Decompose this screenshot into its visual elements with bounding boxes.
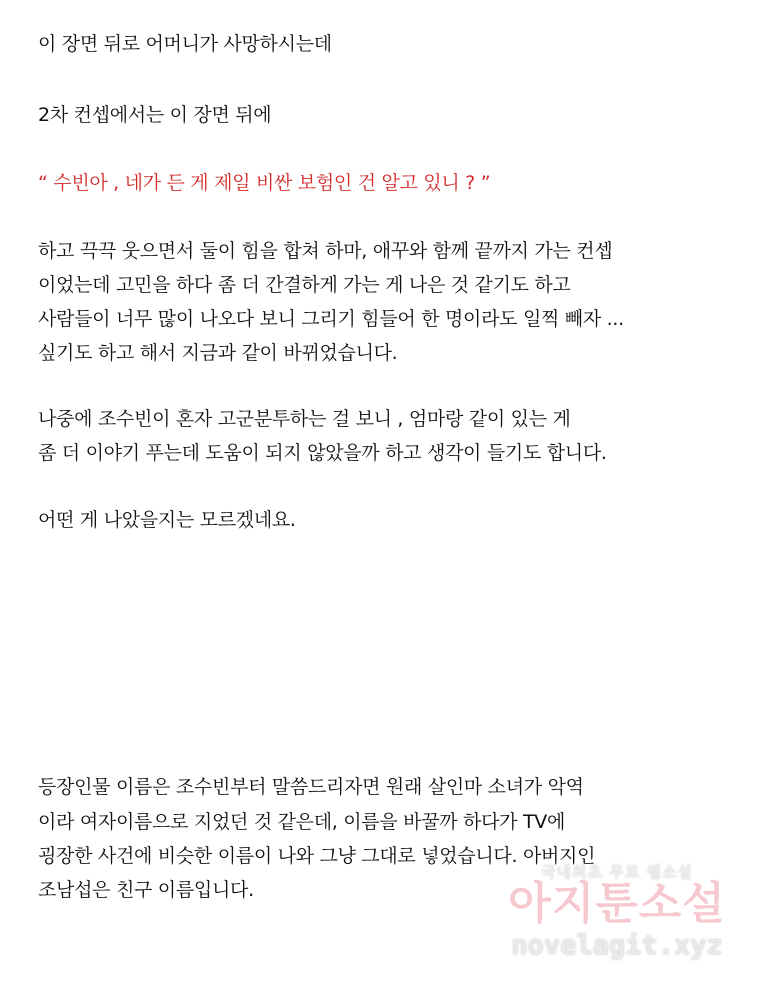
paragraph-3-line-1: 하고 끅끅 웃으면서 둘이 힘을 합쳐 하마, 애꾸와 함께 끝까지 가는 컨셉 <box>38 240 613 262</box>
paragraph-4-line-2: 좀 더 이야기 푸는데 도움이 되지 않았을까 하고 생각이 들기도 합니다. <box>38 442 607 464</box>
paragraph-6-line-2: 이라 여자이름으로 지었던 것 같은데, 이름을 바꿀까 하다가 TV에 <box>38 811 566 833</box>
site-watermark <box>502 863 732 971</box>
paragraph-4-line-1: 나중에 조수빈이 혼자 고군분투하는 걸 보니 , 엄마랑 같이 있는 게 <box>38 408 571 430</box>
paragraph-3-line-4: 싶기도 하고 해서 지금과 같이 바뀌었습니다. <box>38 342 398 364</box>
quote-line: “ 수빈아 , 네가 든 게 제일 비싼 보험인 건 알고 있니 ? ” <box>38 172 491 194</box>
paragraph-1: 이 장면 뒤로 어머니가 사망하시는데 <box>38 33 332 55</box>
paragraph-2: 2차 컨셉에서는 이 장면 뒤에 <box>38 104 272 126</box>
paragraph-3-line-2: 이었는데 고민을 하다 좀 더 간결하게 가는 게 나은 것 같기도 하고 <box>38 274 571 296</box>
watermark-brand: 아지툰소설 <box>508 878 726 929</box>
paragraph-5: 어떤 게 나았을지는 모르겠네요. <box>38 509 296 531</box>
watermark-url: novelagit.xyz <box>511 930 723 961</box>
paragraph-6-line-4: 조남섭은 친구 이름입니다. <box>38 879 254 901</box>
paragraph-3-line-3: 사람들이 너무 많이 나오다 보니 그리기 힘들어 한 명이라도 일찍 빼자 ... <box>38 308 624 330</box>
watermark-tagline: 국내최초 무료 웹소설 <box>541 863 693 881</box>
paragraph-6-line-1: 등장인물 이름은 조수빈부터 말씀드리자면 원래 살인마 소녀가 악역 <box>38 776 584 798</box>
paragraph-6-line-3: 굉장한 사건에 비슷한 이름이 나와 그냥 그대로 넣었습니다. 아버지인 <box>38 845 596 867</box>
